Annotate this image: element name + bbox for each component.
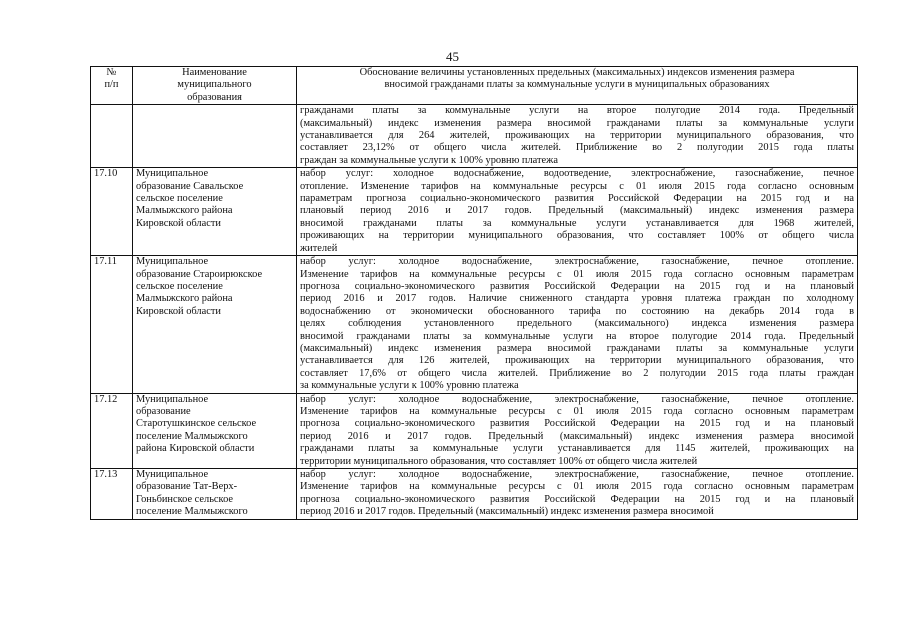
basis-text-line: Изменение тарифов на коммунальные ресурсы с 01 июля 2015 года согласно основным параметрам — [300, 481, 854, 493]
basis-text-line: целях соблюдения установленного предельного (максимального) индекса изменения размера — [300, 318, 854, 330]
header-number — [91, 67, 133, 105]
basis-text-line: территории муниципального образования, что составляет 100% от общего числа жителей — [300, 455, 698, 467]
basis-text — [297, 168, 858, 256]
basis-text-line: прогноза социально-экономического развития Российской Федерации на 2015 год и на плановый — [300, 280, 854, 292]
municipality-name — [133, 256, 297, 393]
basis-text-line: (максимальный) индекс изменения размера вносимой гражданами платы за коммунальные услуги — [300, 117, 854, 129]
municipality-name-line: Муниципальное — [136, 469, 209, 480]
municipality-name-line: Малмыжского района — [136, 205, 233, 217]
header-basis — [297, 67, 858, 105]
basis-text-line: период 2016 и 2017 годов. Предельный (максимальный) индекс изменения размера вносимой — [300, 506, 714, 518]
basis-text-line: водоснабжению от экономически обоснованного тарифа по состоянию на декабрь 2014 года в — [300, 305, 854, 317]
basis-text-line: составляет 23,12% от общего числа жителей. Приближение во 2 полугодии 2015 года платы — [300, 142, 854, 154]
table-row — [91, 105, 858, 168]
municipality-name-line: Кировской области — [136, 305, 221, 317]
header-line: п/п — [104, 79, 119, 91]
basis-text-line: составляет 17,6% от общего числа жителей. Приближение во 2 полугодии 2015 года платы граждан — [300, 367, 854, 379]
municipality-name-line: Муниципальное — [136, 168, 209, 180]
table-row — [91, 256, 858, 393]
basis-text-line: прогноза социально-экономического развития Российской Федерации на 2015 год и на плановый — [300, 418, 854, 430]
header-line: вносимой гражданами платы за коммунальные услуги в муниципальных образованиях — [384, 79, 770, 91]
basis-text — [297, 105, 858, 168]
table-row — [91, 393, 858, 468]
table-header-row — [91, 67, 858, 105]
row-number: 17.12 — [91, 393, 133, 468]
municipality-name-line: Муниципальное — [136, 256, 209, 268]
basis-text-line: гражданами платы за коммунальные услуги устанавливается для 1145 жителей, проживающих на — [300, 443, 854, 455]
basis-text-line: граждан за коммунальные услуги к 100% уровню платежа — [300, 154, 558, 166]
basis-text-line: гражданами платы за коммунальные услуги на второе полугодие 2014 года. Предельный — [300, 105, 854, 117]
basis-text-line: жителей — [300, 242, 338, 254]
municipality-name-line: Старотушкинское сельское — [136, 418, 257, 430]
row-number: 17.11 — [91, 256, 133, 393]
tariff-table — [90, 66, 858, 520]
basis-text-line: проживающих на территории муниципального образования, что составляет 100% от общего числа — [300, 230, 854, 242]
basis-text — [297, 469, 858, 520]
basis-text-line: вносимой гражданами платы за коммунальные услуги на второе полугодие 2014 года. Предельный — [300, 330, 854, 342]
municipality-name-line: Муниципальное — [136, 393, 209, 405]
table-row — [91, 168, 858, 256]
municipality-name-line: сельское поселение — [136, 280, 223, 292]
municipality-name-line: Кировской области — [136, 217, 221, 229]
municipality-name-line: района Кировской области — [136, 443, 255, 455]
basis-text — [297, 393, 858, 468]
basis-text-line: набор услуг: холодное водоснабжение, электроснабжение, газоснабжение, печное отопление. — [300, 393, 854, 405]
municipality-name-line: образование Тат-Верх- — [136, 481, 238, 493]
basis-text-line: набор услуг: холодное водоснабжение, электроснабжение, газоснабжение, печное отопление. — [300, 256, 854, 268]
table-row — [91, 469, 858, 520]
header-line: Обоснование величины установленных предельных (максимальных) индексов изменения размера — [359, 67, 795, 78]
municipality-name — [133, 105, 297, 168]
basis-text-line: Изменение тарифов на коммунальные ресурсы с 01 июля 2015 года согласно основным параметрам — [300, 268, 854, 280]
basis-text-line: устанавливается для 126 жителей, проживающих на территории муниципального образования, что — [300, 355, 854, 367]
row-number: 17.10 — [91, 168, 133, 256]
municipality-name — [133, 168, 297, 256]
municipality-name-line: Гоньбинское сельское — [136, 493, 233, 505]
basis-text-line: набор услуг: холодное водоснабжение, электроснабжение, газоснабжение, печное отопление. — [300, 469, 854, 480]
basis-text-line: параметрам прогноза социально-экономического развития Российской Федерации на 2015 год и на — [300, 193, 854, 205]
municipality-name-line: образование Савальское — [136, 180, 244, 192]
municipality-name-line: образование Староирюкское — [136, 268, 263, 280]
basis-text-line: за коммунальные услуги к 100% уровню платежа — [300, 380, 519, 392]
basis-text-line: Изменение тарифов на коммунальные ресурсы с 01 июля 2015 года согласно основным параметрам — [300, 405, 854, 417]
row-number: 17.13 — [91, 469, 133, 520]
basis-text-line: отопление. Изменение тарифов на коммунальные ресурсы с 01 июля 2015 года согласно основным — [300, 180, 854, 192]
municipality-name — [133, 469, 297, 520]
header-line: № — [106, 67, 117, 78]
basis-text-line: устанавливается для 264 жителей, проживающих на территории муниципального образования, что — [300, 130, 854, 142]
header-line: муниципального — [177, 79, 252, 91]
header-line: Наименование — [182, 67, 247, 78]
basis-text-line: (максимальный) индекс изменения размера вносимой гражданами платы за коммунальные услуги — [300, 342, 854, 354]
basis-text-line: набор услуг: холодное водоснабжение, водоотведение, электроснабжение, газоснабжение, печное — [300, 168, 854, 180]
basis-text-line: период 2016 и 2017 годов. Наличие сниженного стандарта уровня платежа граждан по холодному — [300, 293, 854, 305]
row-number — [91, 105, 133, 168]
basis-text-line: плановый период 2016 и 2017 годов. Предельный (максимальный) индекс изменения размера — [300, 205, 854, 217]
municipality-name-line: поселение Малмыжского — [136, 506, 248, 518]
municipality-name-line: поселение Малмыжского — [136, 430, 248, 442]
page-number: 45 — [446, 49, 459, 64]
header-name — [133, 67, 297, 105]
header-line: образования — [187, 91, 242, 103]
municipality-name-line: сельское поселение — [136, 193, 223, 205]
basis-text-line: вносимой гражданами платы за коммунальные услуги устанавливается для 1968 жителей, — [300, 217, 854, 229]
municipality-name — [133, 393, 297, 468]
basis-text-line: прогноза социально-экономического развития Российской Федерации на 2015 год и на плановый — [300, 493, 854, 505]
basis-text-line: период 2016 и 2017 годов. Предельный (максимальный) индекс изменения размера вносимой — [300, 430, 854, 442]
municipality-name-line: Малмыжского района — [136, 293, 233, 305]
municipality-name-line: образование — [136, 405, 191, 417]
basis-text — [297, 256, 858, 393]
